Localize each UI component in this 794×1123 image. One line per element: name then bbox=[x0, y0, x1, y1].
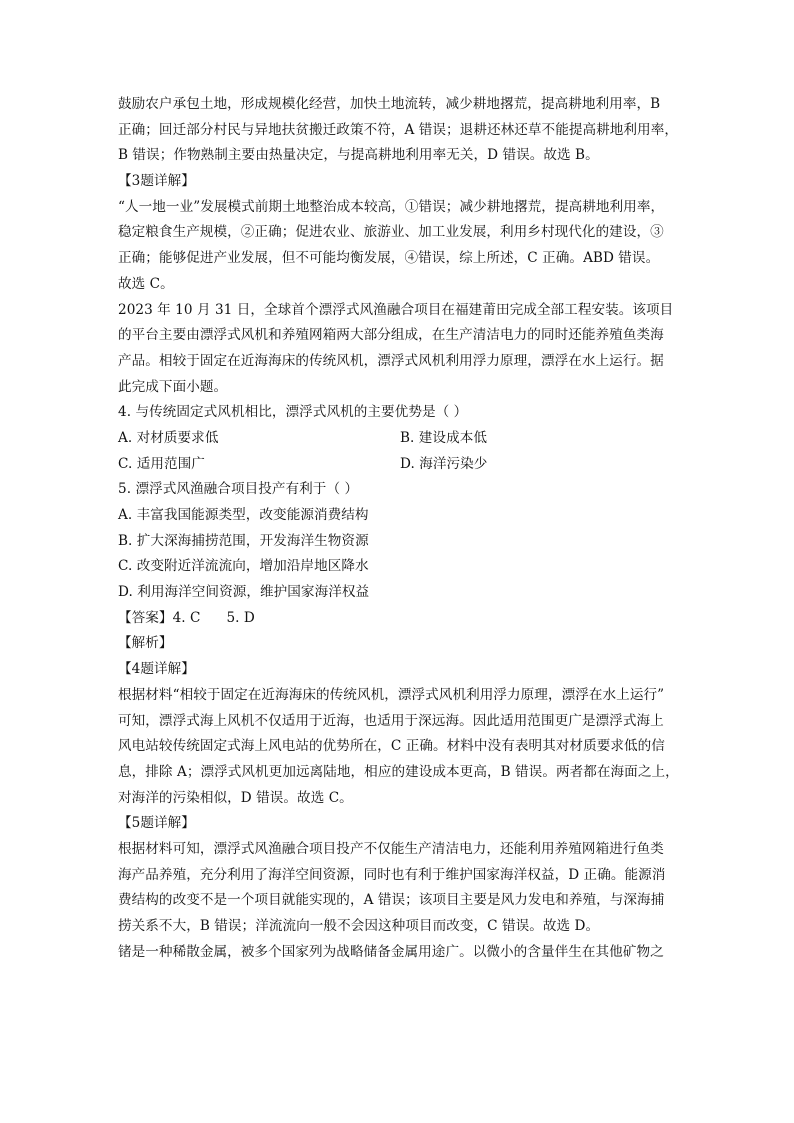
detail-4-line: 对海洋的污染相似，D 错误。故选 C。 bbox=[118, 789, 353, 806]
text-line: 稳定粮食生产规模，②正确；促进农业、旅游业、加工业发展，利用乡村现代化的建设，③ bbox=[118, 224, 664, 241]
option-d: D. 海洋污染少 bbox=[400, 455, 488, 472]
detail-5-line: 费结构的改变不是一个项目就能实现的，A 错误；该项目主要是风力发电和养殖，与深海捕 bbox=[118, 892, 665, 909]
detail-4-heading: 【4题详解】 bbox=[118, 661, 195, 678]
next-material-line: 锗是一种稀散金属，被多个国家列为战略储备金属用途广。以微小的含量伴生在其他矿物之 bbox=[118, 943, 664, 960]
option-a: A. 对材质要求低 bbox=[118, 429, 219, 446]
question-5-stem: 5. 漂浮式风渔融合项目投产有利于（ ） bbox=[118, 481, 359, 498]
question-4-stem: 4. 与传统固定式风机相比，漂浮式风机的主要优势是（ ） bbox=[118, 404, 468, 421]
detail-4-line: 风电站较传统固定式海上风电站的优势所在，C 正确。材料中没有表明其对材质要求低的信 bbox=[118, 738, 665, 755]
option-d: D. 利用海洋空间资源，维护国家海洋权益 bbox=[118, 584, 370, 601]
text-line: 故选 C。 bbox=[118, 275, 174, 292]
question-4-options-row-2 bbox=[118, 452, 678, 478]
section-heading-3: 【3题详解】 bbox=[118, 173, 195, 190]
option-c: C. 改变附近洋流流向，增加沿岸地区降水 bbox=[118, 558, 369, 575]
material-line: 产品。相较于固定在近海海床的传统风机，漂浮式风机利用浮力原理，漂浮在水上运行。据 bbox=[118, 352, 664, 369]
text-line: 正确；回迁部分村民与异地扶贫搬迁政策不符，A 错误；退耕还林还草不能提高耕地利用率， bbox=[118, 121, 678, 138]
text-line: “人一地一业”发展模式前期土地整治成本较高，①错误；减少耕地撂荒，提高耕地利用率， bbox=[118, 198, 665, 215]
option-a: A. 丰富我国能源类型，改变能源消费结构 bbox=[118, 507, 369, 523]
text-line: 鼓励农户承包土地，形成规模化经营，加快土地流转，减少耕地撂荒，提高耕地利用率，B bbox=[118, 96, 661, 112]
answer-line bbox=[118, 606, 678, 632]
option-b: B. 建设成本低 bbox=[400, 429, 487, 446]
material-line: 此完成下面小题。 bbox=[118, 378, 228, 395]
detail-5-line: 海产品养殖，充分利用了海洋空间资源，同时也有利于维护国家海洋权益，D 正确。能源消 bbox=[118, 866, 666, 883]
document-page bbox=[118, 92, 678, 965]
option-b: B. 扩大深海捕捞范围，开发海洋生物资源 bbox=[118, 532, 369, 549]
detail-5-line: 捞关系不大，B 错误；洋流流向一般不会因这种项目而改变，C 错误。故选 D。 bbox=[118, 918, 600, 934]
analysis-heading: 【解析】 bbox=[118, 635, 173, 652]
detail-5-line: 根据材料可知，漂浮式风渔融合项目投产不仅能生产清洁电力，还能利用养殖网箱进行鱼类 bbox=[118, 840, 664, 857]
text-line: B 错误；作物熟制主要由热量决定，与提高耕地利用率无关，D 错误。故选 B。 bbox=[118, 147, 599, 164]
answer-4: 【答案】4. C bbox=[118, 609, 201, 626]
detail-4-line: 息，排除 A；漂浮式风机更加远离陆地，相应的建设成本更高，B 错误。两者都在海面之上， bbox=[118, 763, 679, 780]
detail-5-heading: 【5题详解】 bbox=[118, 815, 195, 832]
detail-4-line: 可知，漂浮式海上风机不仅适用于近海，也适用于深远海。因此适用范围更广是漂浮式海上 bbox=[118, 712, 664, 729]
detail-4-line: 根据材料“相较于固定在近海海床的传统风机，漂浮式风机利用浮力原理，漂浮在水上运行” bbox=[118, 686, 665, 703]
material-line: 的平台主要由漂浮式风机和养殖网箱两大部分组成，在生产清洁电力的同时还能养殖鱼类海 bbox=[118, 327, 664, 344]
text-line: 正确；能够促进产业发展，但不可能均衡发展，④错误，综上所述，C 正确。ABD 错误。 bbox=[118, 250, 660, 267]
material-line: 2023 年 10 月 31 日，全球首个漂浮式风渔融合项目在福建莆田完成全部工程安装。该项目 bbox=[118, 301, 674, 318]
option-c: C. 适用范围广 bbox=[118, 455, 205, 472]
question-4-options-row-1 bbox=[118, 426, 678, 452]
answer-5: 5. D bbox=[226, 609, 255, 626]
